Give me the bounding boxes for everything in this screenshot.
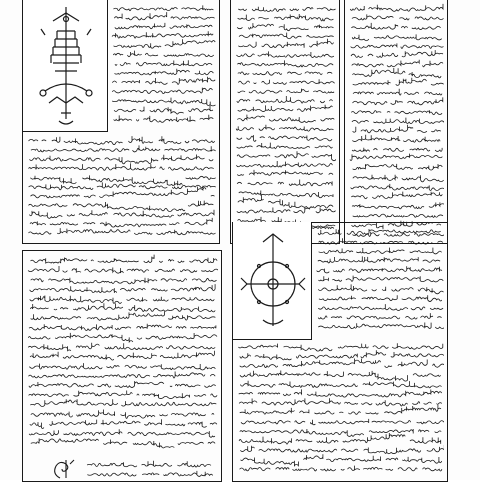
bottom-left-text-tail [84, 458, 214, 478]
handwritten-line [237, 135, 332, 141]
handwritten-line [114, 106, 213, 114]
handwritten-line [31, 410, 214, 419]
handwritten-line [351, 50, 443, 57]
handwritten-line [29, 228, 216, 235]
handwritten-line [114, 12, 214, 20]
handwritten-line [319, 276, 444, 282]
handwritten-line [238, 7, 335, 12]
handwritten-line [351, 110, 442, 114]
handwritten-line [317, 266, 442, 273]
handwritten-line [319, 295, 442, 301]
handwritten-line [352, 148, 442, 152]
handwritten-line [29, 163, 214, 170]
handwritten-line [87, 461, 211, 467]
spiral-sigil-icon [48, 456, 78, 480]
handwritten-line [236, 51, 334, 57]
bottom-right-text-upper [314, 226, 444, 338]
handwritten-line [237, 96, 333, 103]
handwritten-line [237, 207, 336, 213]
tree-sigil-panel [22, 0, 108, 132]
top-left-text-lower [26, 134, 216, 242]
handwritten-line [237, 170, 333, 176]
handwritten-line [353, 164, 443, 170]
handwritten-line [352, 34, 442, 40]
handwritten-line [238, 343, 442, 351]
handwritten-line [29, 182, 216, 189]
handwritten-line [351, 23, 440, 30]
handwritten-line [319, 238, 443, 244]
handwritten-line [352, 135, 440, 142]
handwritten-line [319, 248, 442, 254]
handwritten-line [87, 471, 212, 477]
handwritten-line [238, 89, 334, 94]
handwritten-line [30, 419, 217, 428]
handwritten-line [31, 438, 215, 448]
handwritten-line [29, 363, 215, 370]
handwritten-line [353, 68, 442, 78]
handwritten-line [237, 151, 336, 160]
handwritten-line [30, 175, 215, 185]
circle-sigil-panel [232, 222, 312, 340]
handwritten-line [353, 125, 441, 133]
handwritten-line [238, 39, 333, 48]
handwritten-line [240, 466, 442, 471]
handwritten-line [29, 210, 214, 219]
handwritten-line [240, 405, 441, 414]
top-right-text [348, 2, 444, 240]
circle-cross-sigil-icon [233, 222, 313, 340]
handwritten-line [113, 51, 213, 57]
handwritten-line [240, 381, 441, 388]
handwritten-line [31, 278, 217, 284]
handwritten-line [238, 79, 334, 84]
handwritten-line [238, 72, 332, 76]
handwritten-line [237, 180, 332, 186]
handwritten-line [29, 381, 216, 387]
handwritten-line [353, 214, 443, 217]
handwritten-line [240, 371, 441, 382]
handwritten-line [352, 118, 444, 124]
handwritten-line [30, 351, 214, 360]
handwritten-line [350, 4, 443, 11]
handwritten-line [114, 5, 214, 10]
handwritten-line [30, 296, 215, 304]
handwritten-line [29, 136, 215, 145]
handwritten-line [351, 43, 444, 48]
handwritten-line [351, 184, 444, 191]
handwritten-line [31, 311, 216, 320]
handwritten-line [115, 60, 212, 66]
handwritten-line [318, 229, 441, 235]
top-middle-text [234, 2, 336, 240]
handwritten-line [30, 303, 215, 312]
handwritten-line [29, 201, 214, 212]
handwritten-line [30, 284, 215, 293]
handwritten-line [318, 256, 440, 263]
handwritten-line [318, 284, 443, 293]
handwritten-line [352, 60, 443, 67]
handwritten-line [112, 88, 212, 94]
handwritten-line [240, 350, 444, 360]
handwritten-line [239, 398, 442, 406]
handwritten-line [29, 324, 216, 331]
handwritten-line [237, 115, 334, 123]
handwritten-line [114, 39, 216, 48]
handwritten-line [238, 105, 333, 112]
handwritten-line [114, 115, 214, 123]
handwritten-line [28, 333, 217, 342]
bottom-right-text-lower [236, 340, 444, 480]
handwritten-line [31, 145, 216, 152]
handwritten-line [240, 429, 441, 436]
handwritten-line [28, 266, 218, 273]
handwritten-line [29, 391, 218, 399]
handwritten-line [353, 175, 444, 182]
handwritten-line [239, 33, 334, 39]
handwritten-line [30, 218, 212, 227]
handwritten-line [351, 192, 442, 199]
handwritten-line [28, 343, 215, 351]
handwritten-line [352, 202, 444, 208]
handwritten-line [353, 97, 443, 104]
handwritten-line [240, 445, 444, 454]
handwritten-line [238, 14, 334, 21]
handwritten-line [237, 23, 333, 31]
handwritten-line [112, 77, 215, 85]
handwritten-line [115, 69, 214, 75]
handwritten-line [318, 304, 443, 310]
handwritten-line [236, 125, 333, 132]
handwritten-line [353, 89, 442, 95]
handwritten-line [31, 255, 218, 264]
handwritten-line [115, 23, 212, 29]
tree-sigil-icon [23, 0, 109, 133]
handwritten-line [318, 323, 444, 329]
handwritten-line [241, 419, 444, 425]
handwritten-line [318, 313, 441, 319]
handwritten-line [353, 78, 444, 86]
bottom-left-text [26, 254, 218, 454]
handwritten-line [240, 359, 444, 368]
handwritten-line [239, 389, 442, 397]
handwritten-line [29, 372, 216, 379]
handwritten-line [29, 429, 215, 437]
handwritten-line [30, 155, 214, 164]
handwritten-line [30, 399, 216, 406]
handwritten-line [112, 98, 215, 106]
handwritten-line [241, 454, 442, 466]
top-left-text [110, 2, 216, 130]
handwritten-line [237, 143, 333, 149]
handwritten-line [112, 31, 213, 38]
handwritten-line [352, 14, 444, 20]
handwritten-line [239, 191, 333, 198]
handwritten-line [350, 154, 442, 161]
handwritten-line [237, 60, 333, 67]
handwritten-line [236, 161, 332, 167]
